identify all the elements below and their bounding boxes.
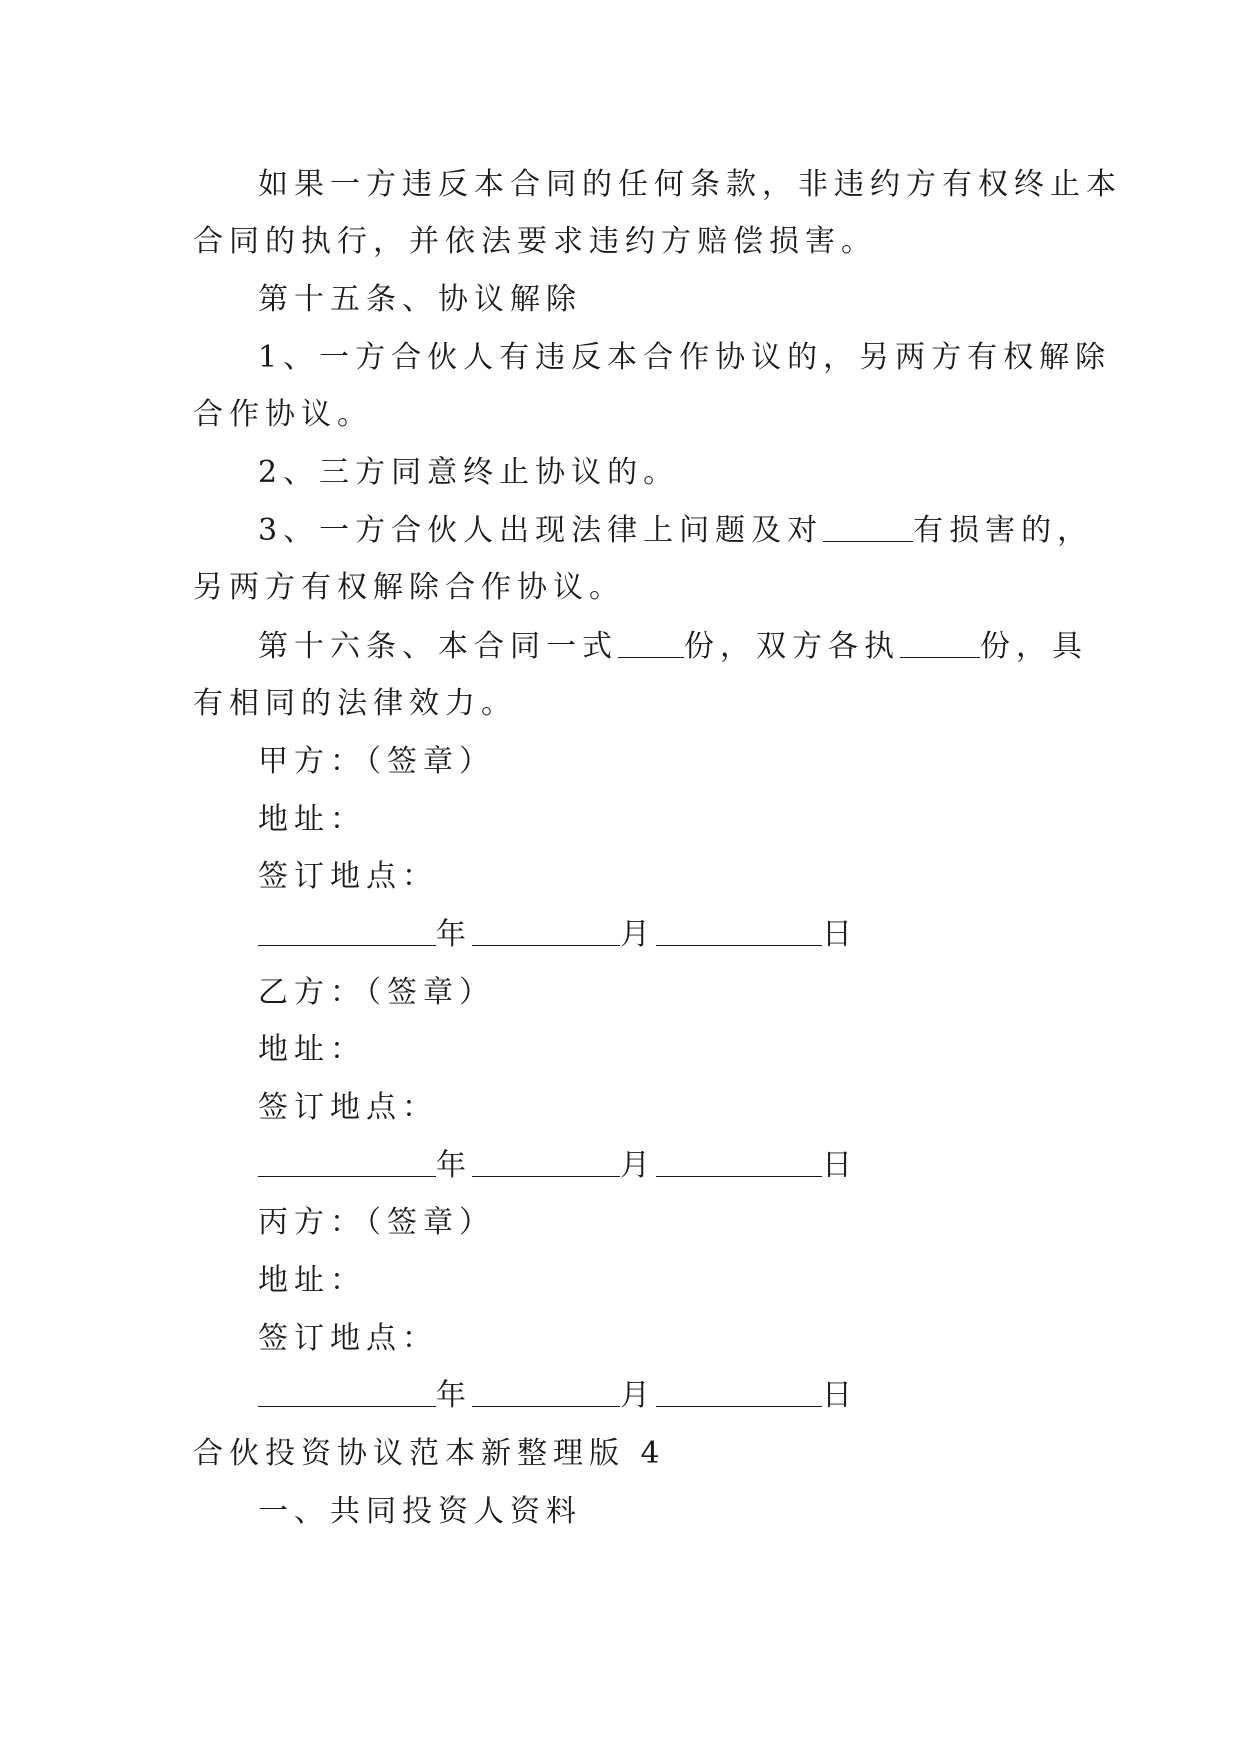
party-b-address: 地址： xyxy=(258,1032,366,1067)
day-label: 日 xyxy=(822,917,858,952)
fill-blank xyxy=(900,629,980,658)
party-c-date xyxy=(258,1376,858,1416)
day-blank xyxy=(656,1148,822,1177)
month-label: 月 xyxy=(620,917,656,952)
clause16-text3: 份，具 xyxy=(980,629,1088,664)
month-blank xyxy=(472,1378,620,1407)
year-label: 年 xyxy=(436,1148,472,1183)
fill-blank xyxy=(823,513,913,542)
party-c-label: 丙方：（签章） xyxy=(258,1205,495,1240)
month-blank xyxy=(472,1148,620,1177)
party-a-label: 甲方：（签章） xyxy=(258,744,495,779)
clause15-item1-line2: 合作协议。 xyxy=(193,397,373,432)
clause14-line1: 如果一方违反本合同的任何条款，非违约方有权终止本 xyxy=(258,167,1122,202)
clause14-line2: 合同的执行，并依法要求违约方赔偿损害。 xyxy=(193,224,877,259)
clause15-item3-line1 xyxy=(258,511,1093,551)
day-blank xyxy=(656,917,822,946)
party-b-date xyxy=(258,1146,858,1186)
section-title: 合伙投资协议范本新整理版 4 xyxy=(193,1436,666,1471)
day-blank xyxy=(656,1378,822,1407)
clause15-item3-line2: 另两方有权解除合作协议。 xyxy=(193,570,625,605)
year-label: 年 xyxy=(436,1378,472,1413)
fill-blank xyxy=(618,629,684,658)
year-label: 年 xyxy=(436,917,472,952)
day-label: 日 xyxy=(822,1148,858,1183)
clause16-line2: 有相同的法律效力。 xyxy=(193,686,517,721)
party-a-date xyxy=(258,915,858,955)
clause16-line1 xyxy=(258,627,1088,667)
clause15-heading: 第十五条、协议解除 xyxy=(258,282,582,317)
clause15-item3-text1: 3、一方合伙人出现法律上问题及对 xyxy=(258,513,824,548)
section-heading: 一、共同投资人资料 xyxy=(258,1494,582,1529)
year-blank xyxy=(258,917,436,946)
clause15-item1-line1: 1、一方合伙人有违反本合作协议的，另两方有权解除 xyxy=(258,340,1112,375)
clause15-item2: 2、三方同意终止协议的。 xyxy=(258,455,680,490)
clause15-item3-text2: 有损害的， xyxy=(913,513,1094,548)
month-label: 月 xyxy=(620,1378,656,1413)
year-blank xyxy=(258,1378,436,1407)
clause16-text1: 第十六条、本合同一式 xyxy=(258,629,618,664)
party-a-place: 签订地点： xyxy=(258,859,438,894)
party-b-place: 签订地点： xyxy=(258,1090,438,1125)
day-label: 日 xyxy=(822,1378,858,1413)
party-b-label: 乙方：（签章） xyxy=(258,975,495,1010)
month-blank xyxy=(472,917,620,946)
clause16-text2: 份，双方各执 xyxy=(684,629,900,664)
party-c-address: 地址： xyxy=(258,1263,366,1298)
year-blank xyxy=(258,1148,436,1177)
party-c-place: 签订地点： xyxy=(258,1321,438,1356)
party-a-address: 地址： xyxy=(258,802,366,837)
month-label: 月 xyxy=(620,1148,656,1183)
